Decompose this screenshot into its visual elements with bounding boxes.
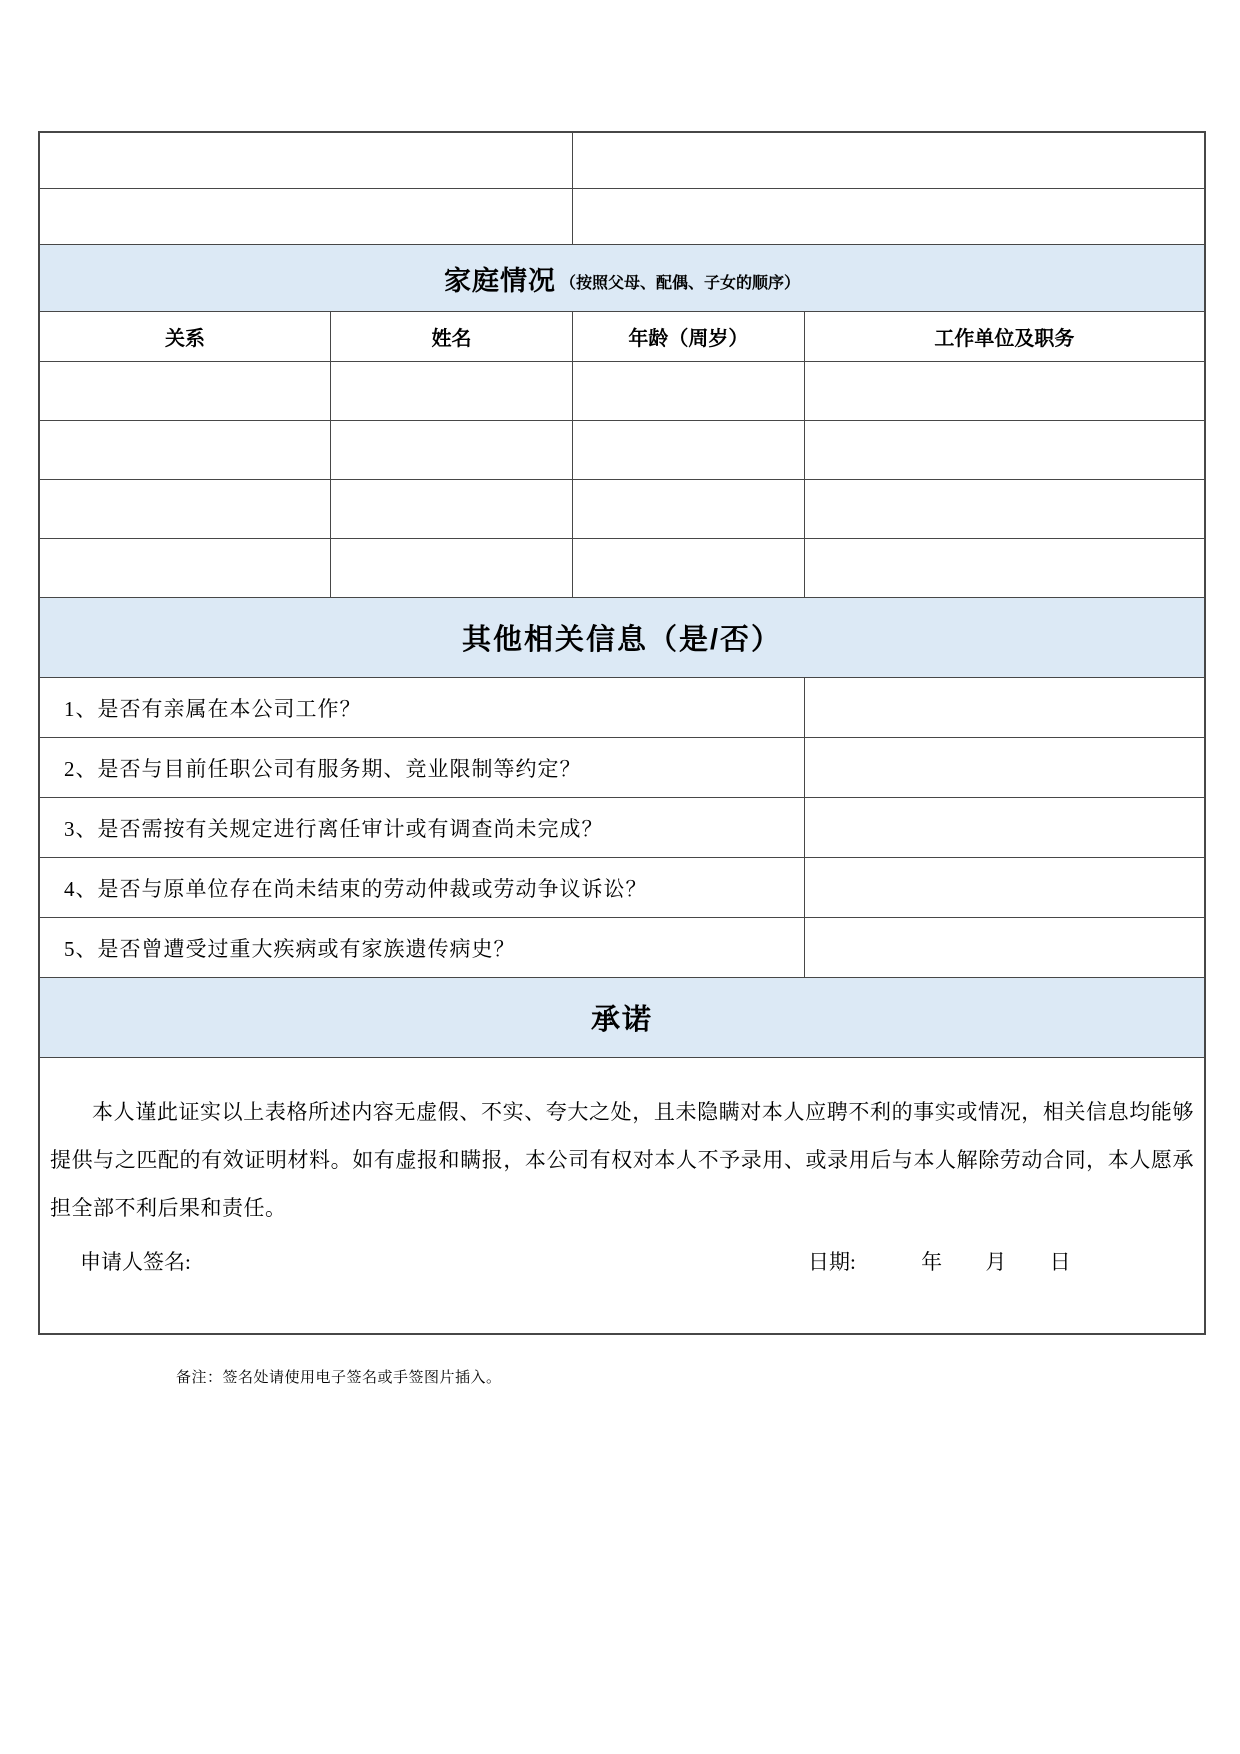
other-info-section-title: 其他相关信息（是/否） <box>461 624 783 656</box>
question-4-label: 4、是否与原单位存在尚未结束的劳动仲裁或劳动争议诉讼？ <box>40 858 805 917</box>
family-row2-workunit-cell[interactable] <box>805 421 1204 479</box>
commitment-section-header <box>40 978 1204 1058</box>
question-row-4 <box>40 858 1204 918</box>
family-row1-age-cell[interactable] <box>573 362 805 420</box>
family-row3-relation-cell[interactable] <box>40 480 331 538</box>
family-section-title: 家庭情况 <box>443 265 556 296</box>
family-section-header <box>40 245 1204 312</box>
family-row-2 <box>40 421 1204 480</box>
question-2-answer-cell[interactable] <box>805 738 1204 797</box>
family-row1-name-cell[interactable] <box>331 362 573 420</box>
question-row-1 <box>40 678 1204 738</box>
family-row4-name-cell[interactable] <box>331 539 573 597</box>
question-1-label: 1、是否有亲属在本公司工作？ <box>40 678 805 737</box>
family-row4-workunit-cell[interactable] <box>805 539 1204 597</box>
question-row-5 <box>40 918 1204 978</box>
commitment-body <box>40 1058 1204 1333</box>
family-row-3 <box>40 480 1204 539</box>
top-row2-left-cell[interactable] <box>40 189 573 244</box>
family-row-1 <box>40 362 1204 421</box>
date-day-label: 日 <box>1049 1250 1071 1274</box>
application-form-table <box>38 131 1206 1335</box>
family-row3-workunit-cell[interactable] <box>805 480 1204 538</box>
question-row-2 <box>40 738 1204 798</box>
question-row-3 <box>40 798 1204 858</box>
family-row3-age-cell[interactable] <box>573 480 805 538</box>
question-2-label: 2、是否与目前任职公司有服务期、竞业限制等约定？ <box>40 738 805 797</box>
family-row1-workunit-cell[interactable] <box>805 362 1204 420</box>
top-empty-row-2 <box>40 189 1204 245</box>
family-row4-age-cell[interactable] <box>573 539 805 597</box>
question-5-label: 5、是否曾遭受过重大疾病或有家族遗传病史？ <box>40 918 805 977</box>
top-empty-row-1 <box>40 133 1204 189</box>
other-info-section-header <box>40 598 1204 678</box>
family-row2-name-cell[interactable] <box>331 421 573 479</box>
family-row2-age-cell[interactable] <box>573 421 805 479</box>
question-4-answer-cell[interactable] <box>805 858 1204 917</box>
question-5-answer-cell[interactable] <box>805 918 1204 977</box>
column-header-age: 年龄（周岁） <box>573 312 805 361</box>
column-header-name: 姓名 <box>331 312 573 361</box>
date-group <box>808 1238 1071 1286</box>
date-label[interactable]: 日期: <box>808 1250 856 1274</box>
family-row3-name-cell[interactable] <box>331 480 573 538</box>
signature-row <box>50 1238 1194 1286</box>
top-row1-right-cell[interactable] <box>573 133 1204 188</box>
top-row2-right-cell[interactable] <box>573 189 1204 244</box>
column-header-workunit: 工作单位及职务 <box>934 328 1075 350</box>
applicant-signature-label[interactable]: 申请人签名: <box>80 1250 191 1274</box>
family-row2-relation-cell[interactable] <box>40 421 331 479</box>
commitment-paragraph: 本人谨此证实以上表格所述内容无虚假、不实、夸大之处，且未隐瞒对本人应聘不利的事实或情况，相关信息均能够提供与之匹配的有效证明材料。如有虚报和瞒报，本公司有权对本人不予录用、或录用后与本人解除劳动合同，本人愿承担全部不利后果和责任。 <box>50 1100 1194 1220</box>
column-header-relation: 关系 <box>40 312 331 361</box>
family-table-header-row <box>40 312 1204 362</box>
family-row-4 <box>40 539 1204 598</box>
question-3-label: 3、是否需按有关规定进行离任审计或有调查尚未完成？ <box>40 798 805 857</box>
question-1-answer-cell[interactable] <box>805 678 1204 737</box>
question-3-answer-cell[interactable] <box>805 798 1204 857</box>
date-month-label: 月 <box>985 1250 1007 1274</box>
family-row4-relation-cell[interactable] <box>40 539 331 597</box>
commitment-section-title: 承诺 <box>590 1004 653 1036</box>
family-section-title-note: （按照父母、配偶、子女的顺序） <box>559 274 800 292</box>
top-row1-left-cell[interactable] <box>40 133 573 188</box>
date-year-label: 年 <box>921 1250 943 1274</box>
footer-remark: 备注：签名处请使用电子签名或手签图片插入。 <box>176 1370 502 1386</box>
family-row1-relation-cell[interactable] <box>40 362 331 420</box>
